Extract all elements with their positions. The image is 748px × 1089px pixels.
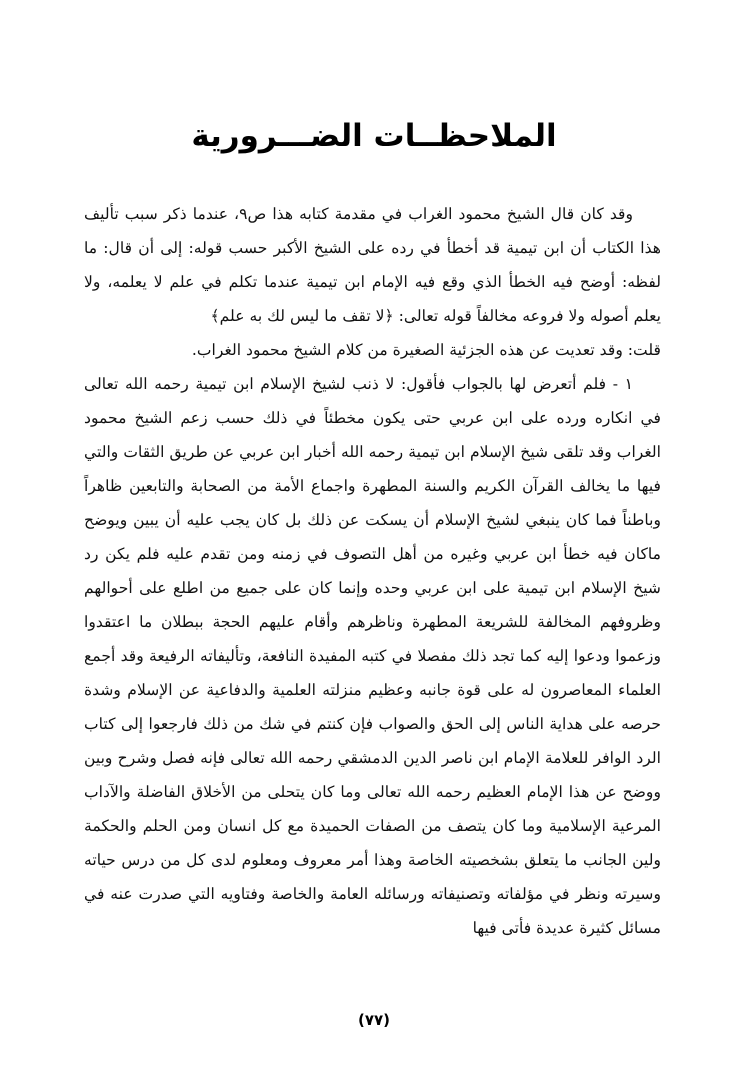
page-title: الملاحظــات الضـــرورية: [191, 118, 557, 154]
page-number: (٧٧): [357, 1011, 391, 1029]
paragraph-point-1: ١ - فلم أتعرض لها بالجواب فأقول: لا ذنب لشيخ الإسلام ابن تيمية رحمه الله تعالى في انكاره ورده على ابن عربي حتى يكون مخطئاً في ذلك حسب زعم الشيخ محمود الغراب وقد تلقى شيخ الإسلام ابن تيمية رحمه الله أخبار ابن عربي عن طريق الثقات والتي فيها ما يخالف القرآن الكريم والسنة المطهرة واجماع الأمة من الصحابة والتابعين ظاهراً وباطناً فما كان ينبغي لشيخ الإسلام أن يسكت عن ذلك بل كان يجب عليه أن يبين ويوضح ماكان فيه خطأ ابن عربي وغيره من أهل التصوف في زمنه ومن تقدم عليه فلم يكن رد شيخ الإسلام ابن تيمية على ابن عربي وحده وإنما كان على جميع من اطلع على أحوالهم وظروفهم المخالفة للشريعة المطهرة وناظرهم وأقام عليهم الحجة ببطلان ما اعتقدوا وزعموا ودعوا إليه كما تجد ذلك مفصلا في كتبه المفيدة النافعة، وتأليفاته الرفيعة وقد أجمع العلماء المعاصرون له على قوة جانبه وعظيم منزلته العلمية والدفاعية عن الإسلام وشدة حرصه على هداية الناس إلى الحق والصواب فإن كنتم في شك من ذلك فارجعوا إلى كتاب الرد الوافر للعلامة الإمام ابن ناصر الدين الدمشقي رحمه الله تعالى فإنه فصل وشرح وبين ووضح عن هذا الإمام العظيم رحمه الله تعالى وما كان يتحلى من الأخلاق الفاضلة والآداب المرعية الإسلامية وما كان يتصف من الصفات الحميدة مع كل انسان ومن الحلم والحكمة ولين الجانب ما يتعلق بشخصيته الخاصة وهذا أمر معروف ومعلوم لدى كل من درس حياته وسيرته ونظر في مؤلفاته وتصنيفاته ورسائله العامة والخاصة وفتاويه التي صدرت عنه في مسائل كثيرة عديدة فأتى فيها: [84, 375, 661, 937]
paragraph-intro: وقد كان قال الشيخ محمود الغراب في مقدمة كتابه هذا ص٩، عندما ذكر سبب تأليف هذا الكتاب أن ابن تيمية قد أخطأ في رده على الشيخ الأكبر حسب قوله: إلى أن قال: ما لفظه: أوضح فيه الخطأ الذي وقع فيه الإمام ابن تيمية عندما تكلم في علم لا يعلمه، ولا يعلم أصوله ولا فروعه مخالفاً قوله تعالى: ﴿لا تقف ما ليس لك به علم﴾: [84, 205, 661, 325]
body-text: [84, 197, 661, 945]
paragraph-note: قلت: وقد تعديت عن هذه الجزئية الصغيرة من كلام الشيخ محمود الغراب.: [191, 341, 661, 359]
